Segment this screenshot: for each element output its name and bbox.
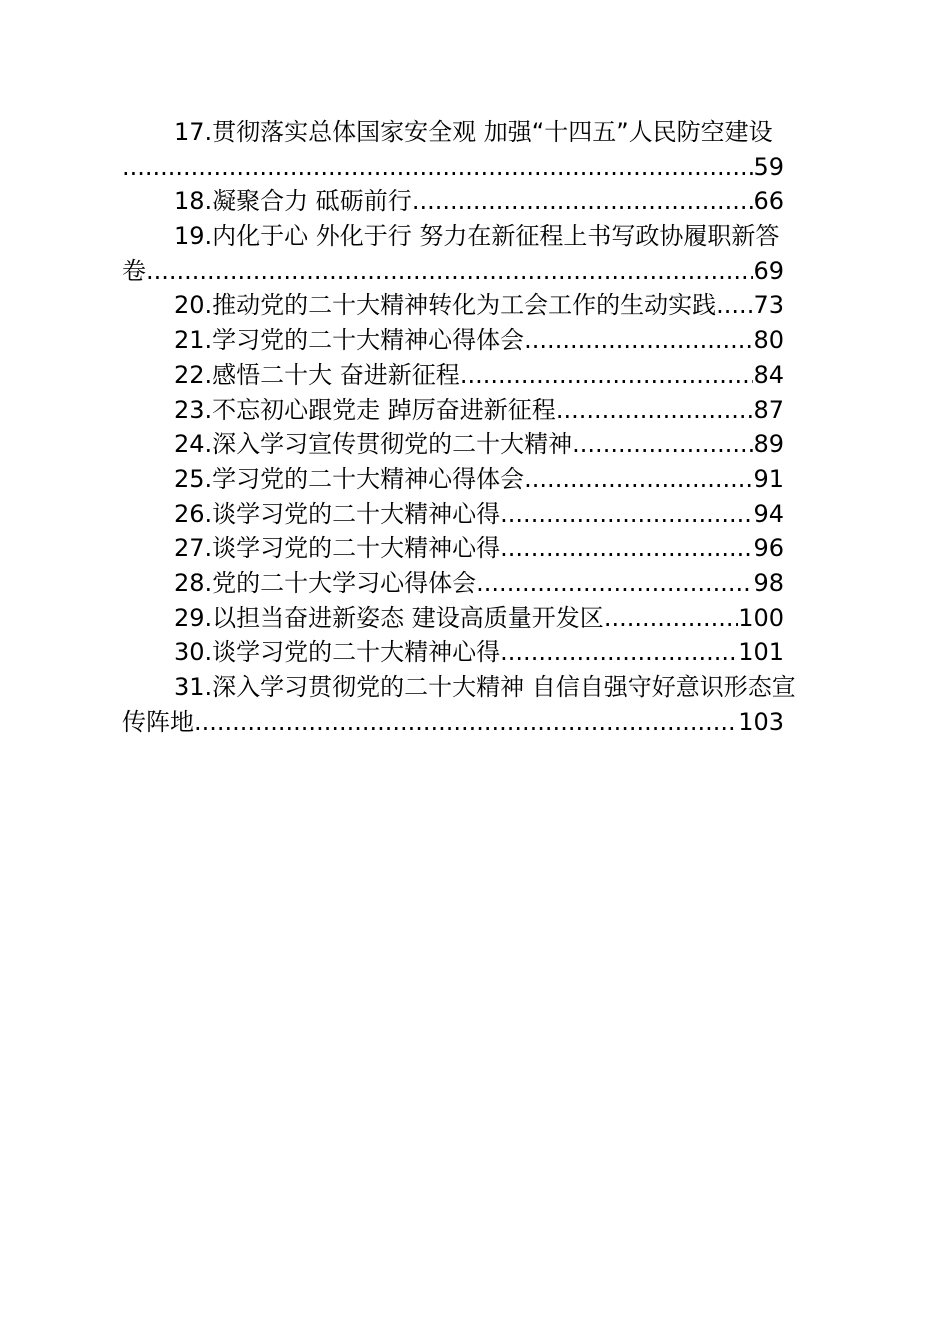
dot-leader	[500, 531, 753, 566]
toc-entry-20[interactable]	[122, 288, 784, 323]
toc-entry-number: 21.	[174, 326, 213, 355]
dot-leader	[194, 705, 738, 740]
toc-entry-title-line	[122, 670, 890, 705]
toc-entry-title: 贯彻落实总体国家安全观 加强“十四五”人民防空建设	[212, 118, 773, 146]
toc-entry-title-line	[122, 219, 890, 254]
toc-entry-line	[122, 323, 784, 358]
toc-entry-page: 96	[753, 534, 784, 563]
dot-leader	[500, 497, 753, 532]
toc-entry-30[interactable]	[122, 635, 784, 670]
table-of-contents	[122, 115, 796, 739]
dot-leader	[524, 323, 753, 358]
toc-entry-page: 103	[738, 707, 784, 736]
toc-entry-line	[122, 184, 784, 219]
toc-entry-page: 98	[753, 568, 784, 597]
dot-leader	[460, 358, 754, 393]
toc-entry-title: 深入学习贯彻党的二十大精神 自信自强守好意识形态宣	[212, 673, 796, 701]
toc-entry-line	[122, 358, 784, 393]
toc-entry-title: 党的二十大学习心得体会	[212, 568, 477, 597]
dot-leader	[476, 566, 753, 601]
toc-entry-24[interactable]	[122, 427, 784, 462]
toc-entry-number: 27.	[174, 534, 213, 563]
toc-entry-line	[122, 497, 784, 532]
toc-entry-number: 25.	[174, 464, 213, 493]
toc-entry-title: 谈学习党的二十大精神心得	[212, 499, 501, 528]
toc-entry-leader-line	[122, 705, 784, 740]
toc-entry-page: 59	[753, 152, 784, 181]
toc-entry-title: 感悟二十大 奋进新征程	[212, 360, 460, 389]
toc-entry-title: 深入学习宣传贯彻党的二十大精神	[212, 430, 573, 459]
toc-entry-title-continued: 传阵地	[122, 707, 194, 736]
toc-entry-number: 29.	[174, 603, 213, 632]
toc-entry-line	[122, 462, 784, 497]
toc-entry-26[interactable]	[122, 497, 784, 532]
toc-entry-line	[122, 601, 784, 636]
dot-leader	[524, 462, 753, 497]
toc-entry-page: 100	[738, 603, 784, 632]
dot-leader	[556, 393, 754, 428]
toc-entry-number: 26.	[174, 499, 213, 528]
toc-entry-page: 94	[753, 499, 784, 528]
toc-entry-line	[122, 531, 784, 566]
toc-entry-title: 谈学习党的二十大精神心得	[212, 534, 501, 563]
toc-entry-19[interactable]	[122, 219, 784, 288]
toc-entry-line	[122, 393, 784, 428]
toc-entry-number: 18.	[174, 187, 213, 216]
toc-entry-title: 谈学习党的二十大精神心得	[212, 638, 501, 667]
toc-entry-number: 22.	[174, 360, 213, 389]
toc-entry-27[interactable]	[122, 531, 784, 566]
toc-entry-page: 80	[753, 326, 784, 355]
dot-leader	[604, 601, 738, 636]
toc-entry-page: 84	[753, 360, 784, 389]
toc-entry-number: 24.	[174, 430, 213, 459]
toc-entry-number: 20.	[174, 291, 213, 320]
toc-entry-title: 学习党的二十大精神心得体会	[212, 326, 525, 355]
toc-entry-page: 89	[753, 430, 784, 459]
toc-entry-title: 凝聚合力 砥砺前行	[212, 187, 412, 216]
toc-entry-number: 30.	[174, 638, 213, 667]
toc-entry-number: 28.	[174, 568, 213, 597]
toc-entry-page: 69	[753, 256, 784, 285]
dot-leader	[716, 288, 753, 323]
dot-leader	[146, 254, 753, 289]
toc-entry-22[interactable]	[122, 358, 784, 393]
toc-entry-page: 101	[738, 638, 784, 667]
toc-entry-page: 66	[753, 187, 784, 216]
dot-leader	[572, 427, 753, 462]
toc-entry-number: 31.	[174, 673, 213, 701]
dot-leader	[500, 635, 738, 670]
toc-entry-title: 内化于心 外化于行 努力在新征程上书写政协履职新答	[212, 222, 780, 251]
toc-entry-title: 学习党的二十大精神心得体会	[212, 464, 525, 493]
toc-entry-leader-line	[122, 254, 784, 289]
toc-entry-line	[122, 427, 784, 462]
toc-entry-number: 17.	[174, 118, 213, 146]
toc-entry-29[interactable]	[122, 601, 784, 636]
toc-entry-page: 87	[753, 395, 784, 424]
toc-entry-page: 91	[753, 464, 784, 493]
dot-leader	[122, 150, 753, 185]
toc-entry-21[interactable]	[122, 323, 784, 358]
toc-entry-line	[122, 566, 784, 601]
toc-entry-title: 推动党的二十大精神转化为工会工作的生动实践	[212, 291, 717, 320]
toc-entry-title: 以担当奋进新姿态 建设高质量开发区	[212, 603, 604, 632]
toc-entry-line	[122, 288, 784, 323]
toc-entry-17[interactable]	[122, 115, 784, 184]
toc-entry-28[interactable]	[122, 566, 784, 601]
toc-entry-number: 19.	[174, 222, 213, 251]
dot-leader	[412, 184, 754, 219]
toc-entry-number: 23.	[174, 395, 213, 424]
toc-entry-title: 不忘初心跟党走 踔厉奋进新征程	[212, 395, 556, 424]
toc-entry-leader-line	[122, 150, 784, 185]
toc-entry-title-continued: 卷	[122, 256, 146, 285]
toc-entry-31[interactable]	[122, 670, 796, 739]
toc-entry-title-line	[122, 115, 890, 150]
toc-entry-23[interactable]	[122, 393, 784, 428]
toc-entry-line	[122, 635, 784, 670]
toc-entry-25[interactable]	[122, 462, 784, 497]
toc-entry-page: 73	[753, 291, 784, 320]
toc-entry-18[interactable]	[122, 184, 784, 219]
